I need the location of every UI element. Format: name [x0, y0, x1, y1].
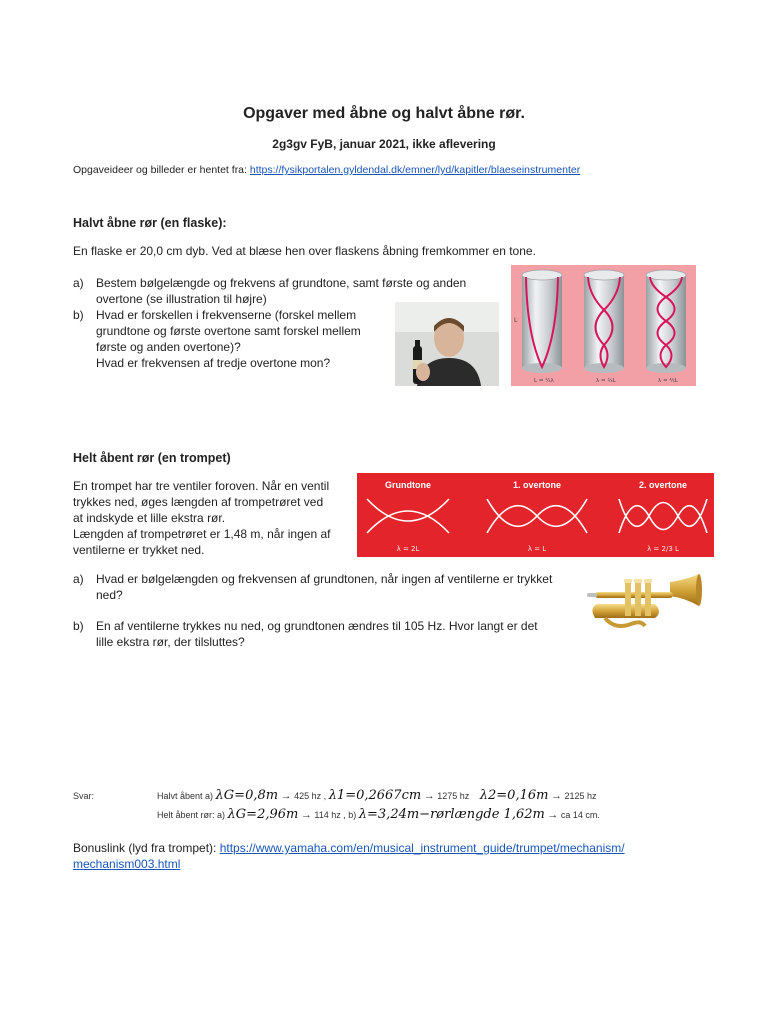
answers-label: Svar:	[73, 791, 95, 801]
trumpet-intro-line3: at indskyde et lille ekstra rør.	[73, 511, 226, 525]
wave-label-3: λ = 2/3 L	[647, 545, 679, 553]
section-heading-bottle: Halvt åbne rør (en flaske):	[73, 216, 227, 230]
answer-2-formula-2: λ=3,24m−rørlængde 1,62m	[358, 807, 545, 822]
wave-title-3: 2. overtone	[638, 480, 688, 490]
tube-2	[584, 270, 624, 373]
trumpet-intro-line4: Længden af trompetrøret er 1,48 m, når ingen af	[73, 527, 331, 541]
wave-title-1: Grundtone	[385, 480, 431, 490]
trumpet-question-b-label: b)	[73, 619, 84, 633]
arrow-icon: →	[550, 790, 562, 802]
answer-1-sep: ,	[323, 791, 327, 801]
arrow-icon: →	[547, 809, 559, 821]
tube-1	[522, 270, 562, 373]
arrow-icon: →	[280, 790, 292, 802]
tube-2-label: λ = ¾L	[596, 378, 616, 384]
answer-2-value-1: 114 hz	[314, 810, 341, 820]
tube-3-label: λ = ⅘L	[658, 378, 678, 384]
section-heading-trumpet: Helt åbent rør (en trompet)	[73, 451, 231, 465]
tube-axis-label: L	[514, 317, 518, 324]
answer-1-formula-3: λ2=0,16m	[479, 788, 549, 803]
wave-title-2: 1. overtone	[512, 480, 562, 490]
question-a-line1: Bestem bølgelængde og frekvens af grundtone, samt første og anden	[96, 276, 467, 290]
trumpet-questions	[73, 571, 593, 651]
trumpet-intro	[73, 478, 330, 558]
source-label: Opgaveideer og billeder er hentet fra:	[73, 164, 250, 176]
bottle-intro: En flaske er 20,0 cm dyb. Ved at blæse hen over flaskens åbning fremkommer en tone.	[73, 244, 536, 258]
bottle-tubes-illustration	[511, 265, 696, 386]
tube-3	[646, 270, 686, 373]
question-b-label: b)	[73, 308, 84, 322]
answer-2-value-2: ca 14 cm.	[560, 810, 600, 820]
answer-1-prefix: Halvt åbent a)	[157, 791, 214, 801]
source-link[interactable]: https://fysikportalen.gyldendal.dk/emner/lyd/kapitler/blaeseinstrumenter	[249, 164, 581, 176]
trumpet-question-a-line1: Hvad er bølgelængden og frekvensen af grundtonen, når ingen af ventilerne er trykket	[96, 572, 553, 586]
wave-label-2: λ = L	[527, 545, 547, 553]
answer-2-prefix: Helt åbent rør: a)	[157, 810, 226, 820]
answer-1-value-2: 1275 hz	[437, 791, 470, 801]
answer-2-formula-1: λG=2,96m	[227, 807, 299, 822]
question-b-line4: Hvad er frekvensen af tredje overtone mon?	[96, 356, 331, 370]
answer-1-formula-2: λ1=0,2667cm	[328, 788, 422, 803]
person-photo	[395, 302, 499, 386]
trumpet-intro-line1: En trompet har tre ventiler foroven. Når en ventil	[73, 479, 330, 493]
question-a-label: a)	[73, 276, 84, 290]
question-b-line2: grundtone og første overtone samt forskel mellem	[96, 324, 361, 338]
arrow-icon: →	[300, 809, 312, 821]
wave-label-1: λ = 2L	[396, 545, 420, 553]
source-line	[73, 164, 580, 176]
answers-row-1	[157, 788, 597, 803]
tube-1-label: L = ¼λ	[534, 378, 554, 384]
trumpet-question-a-line2: ned?	[96, 588, 123, 602]
question-b-line3: første og anden overtone)?	[96, 340, 241, 354]
question-a-line2: overtone (se illustration til højre)	[96, 292, 267, 306]
trumpet-intro-line2: trykkes ned, øges længden af trompetrøret ved	[73, 495, 324, 509]
trumpet-question-b-line2: lille ekstra rør, der tilsluttes?	[96, 635, 245, 649]
answer-1-value-1: 425 hz	[294, 791, 322, 801]
trumpet-question-b-line1: En af ventilerne trykkes nu ned, og grundtonen ændres til 105 Hz. Hvor langt er det	[96, 619, 538, 633]
answers-row-2	[157, 807, 600, 822]
answer-2-sep: , b)	[343, 810, 357, 820]
page-subtitle: 2g3gv FyB, januar 2021, ikke aflevering	[272, 137, 496, 151]
standing-waves-illustration	[357, 473, 714, 557]
trumpet-question-a-label: a)	[73, 572, 84, 586]
answer-1-value-3: 2125 hz	[564, 791, 597, 801]
arrow-icon: →	[423, 790, 435, 802]
bonus-link-line1[interactable]: https://www.yamaha.com/en/musical_instrument_guide/trumpet/mechanism/	[219, 841, 625, 855]
bonus-link-line2[interactable]: mechanism003.html	[73, 857, 181, 871]
bonus-link-paragraph	[73, 840, 683, 872]
bonus-label: Bonuslink (lyd fra trompet):	[73, 841, 220, 855]
trumpet-intro-line5: ventilerne er trykket ned.	[73, 543, 205, 557]
answer-1-formula-1: λG=0,8m	[215, 788, 279, 803]
trumpet-image	[585, 572, 703, 632]
page-title: Opgaver med åbne og halvt åbne rør.	[243, 105, 525, 122]
question-b-line1: Hvad er forskellen i frekvenserne (forskel mellem	[96, 308, 357, 322]
